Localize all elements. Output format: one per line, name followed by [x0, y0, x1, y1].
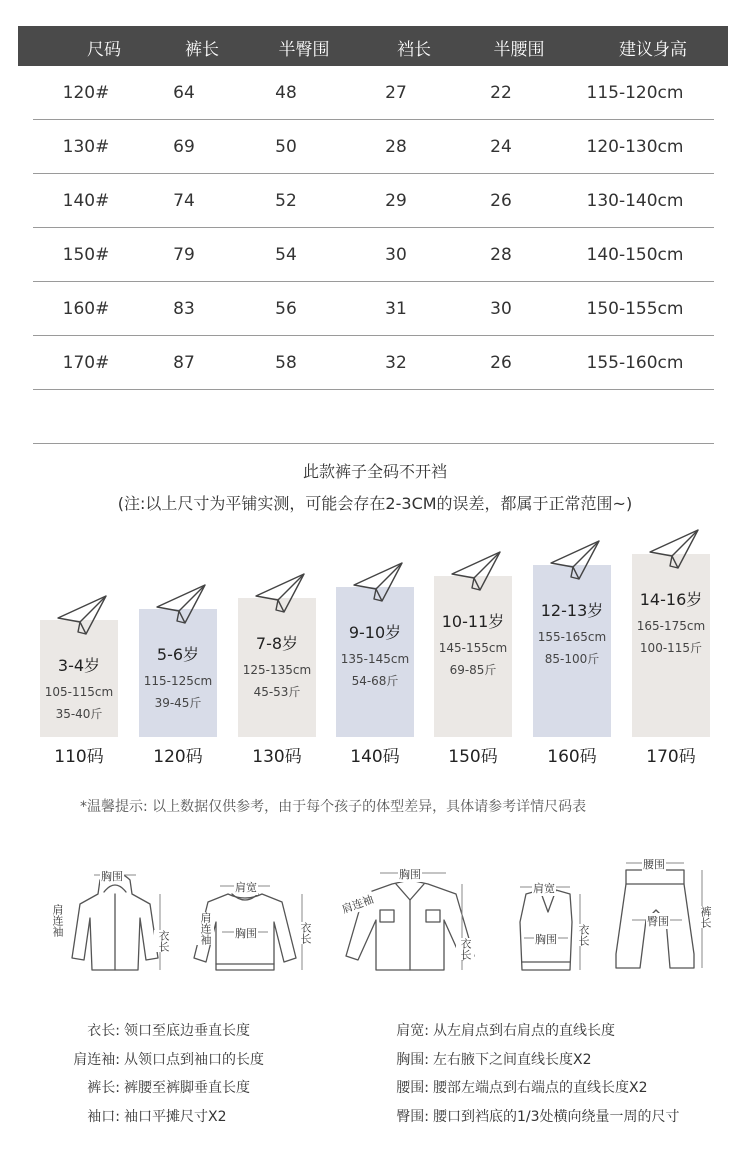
definition-term: 腰围:	[396, 1080, 429, 1096]
weight-range: 45-53斤	[253, 685, 301, 699]
height-range: 145-155cm	[438, 641, 508, 655]
definition-desc: 左右腋下之间直线长度X2	[433, 1051, 592, 1068]
definition-desc: 领口至底边垂直长度	[124, 1023, 250, 1039]
jacket-sleeve-label: 肩连袖	[48, 904, 66, 937]
sweater-sleeve-label: 肩连袖	[196, 912, 214, 945]
table-cell: 64	[173, 83, 195, 103]
age-card	[533, 537, 611, 772]
definition-desc: 裤腰至裤脚垂直长度	[124, 1080, 250, 1096]
table-cell: 58	[275, 353, 297, 373]
size-label: 170码	[646, 747, 696, 767]
size-label: 160码	[547, 747, 597, 767]
tip-text: *温馨提示: 以上数据仅供参考，由于每个孩子的体型差异，具体请参考详情尺码表	[80, 799, 587, 815]
definition-desc: 从领口点到袖口的长度	[124, 1051, 264, 1068]
header-suggested-height: 建议身高	[619, 40, 687, 60]
shirt-chest-label: 胸围	[399, 868, 421, 881]
size-table-header	[18, 26, 728, 66]
definition-item	[60, 1077, 264, 1106]
vest-icon	[520, 890, 572, 970]
paper-plane-icon	[352, 559, 404, 605]
age-label: 3-4岁	[57, 656, 101, 675]
weight-range: 39-45斤	[154, 696, 202, 710]
age-card-background	[434, 576, 512, 737]
age-label: 12-13岁	[540, 601, 604, 620]
table-cell: 150-155cm	[586, 299, 684, 319]
weight-range: 100-115斤	[639, 641, 703, 655]
paper-plane-icon	[254, 570, 306, 616]
table-cell: 79	[173, 245, 195, 265]
table-cell: 120#	[62, 83, 110, 103]
table-cell: 130-140cm	[586, 191, 684, 211]
age-card	[238, 570, 316, 772]
vest-shoulder-label: 肩宽	[533, 882, 555, 895]
paper-plane-icon	[56, 592, 108, 638]
garment-diagrams	[0, 860, 750, 980]
definition-desc: 腰部左端点到右端点的直线长度X2	[433, 1080, 648, 1096]
measure-note: (注:以上尺寸为平铺实测，可能会存在2-3CM的误差，都属于正常范围~)	[117, 494, 633, 513]
table-cell: 160#	[62, 299, 110, 319]
age-label: 10-11岁	[441, 612, 505, 631]
definitions-right	[386, 1020, 680, 1134]
age-card-background	[139, 609, 217, 737]
paper-plane-icon	[450, 548, 502, 594]
header-half-waist: 半腰围	[493, 40, 545, 60]
weight-range: 85-100斤	[544, 652, 600, 666]
jacket-chest-label: 胸围	[101, 870, 123, 883]
table-cell: 31	[385, 299, 407, 319]
definition-term: 胸围:	[396, 1051, 429, 1068]
table-row	[0, 336, 750, 390]
vest-length-label: 衣长	[574, 924, 592, 946]
height-range: 135-145cm	[340, 652, 410, 666]
height-range: 125-135cm	[242, 663, 312, 677]
table-cell: 28	[490, 245, 512, 265]
definition-item	[386, 1020, 680, 1049]
table-cell: 50	[275, 137, 297, 157]
definition-term: 肩宽:	[396, 1023, 429, 1039]
definitions-left	[60, 1020, 264, 1134]
table-cell: 120-130cm	[586, 137, 684, 157]
age-label: 7-8岁	[255, 634, 299, 653]
divider	[33, 443, 714, 444]
size-label: 120码	[153, 747, 203, 767]
table-cell: 69	[173, 137, 195, 157]
table-cell: 29	[385, 191, 407, 211]
height-range: 105-115cm	[44, 685, 114, 699]
header-size: 尺码	[87, 40, 121, 60]
definition-term: 裤长:	[87, 1080, 120, 1096]
table-cell: 26	[490, 353, 512, 373]
header-crotch-length: 裆长	[397, 40, 431, 60]
table-cell: 83	[173, 299, 195, 319]
table-row	[0, 66, 750, 120]
paper-plane-icon	[155, 581, 207, 627]
table-cell: 52	[275, 191, 297, 211]
crotch-note: 此款裤子全码不开裆	[302, 462, 447, 481]
vest-chest-label: 胸围	[535, 933, 557, 946]
size-label: 110码	[54, 747, 104, 767]
definition-item	[386, 1106, 680, 1135]
age-card	[434, 548, 512, 772]
shirt-length-label: 衣长	[456, 938, 474, 960]
table-cell: 87	[173, 353, 195, 373]
table-cell: 28	[385, 137, 407, 157]
age-card	[336, 559, 414, 772]
table-cell: 115-120cm	[586, 83, 684, 103]
pants-hip-label: 臀围	[647, 915, 669, 928]
table-cell: 140-150cm	[586, 245, 684, 265]
table-cell: 27	[385, 83, 407, 103]
age-label: 5-6岁	[156, 645, 200, 664]
definition-desc: 从左肩点到右肩点的直线长度	[433, 1023, 615, 1039]
age-card	[139, 581, 217, 772]
table-cell: 30	[490, 299, 512, 319]
weight-range: 35-40斤	[55, 707, 103, 721]
definition-item	[386, 1049, 680, 1078]
age-card	[40, 592, 118, 772]
size-label: 150码	[448, 747, 498, 767]
table-cell: 155-160cm	[586, 353, 684, 373]
definition-term: 衣长:	[87, 1023, 120, 1039]
table-cell: 56	[275, 299, 297, 319]
size-label: 130码	[252, 747, 302, 767]
sweater-chest-label: 胸围	[235, 927, 257, 940]
table-cell: 150#	[62, 245, 110, 265]
height-range: 115-125cm	[143, 674, 213, 688]
size-table-body	[0, 66, 750, 390]
table-cell: 54	[275, 245, 297, 265]
sweater-length-label: 衣长	[296, 922, 314, 944]
header-pants-length: 裤长	[185, 40, 219, 60]
height-range: 165-175cm	[636, 619, 706, 633]
table-cell: 130#	[62, 137, 110, 157]
definition-term: 袖口:	[87, 1108, 120, 1125]
table-row	[0, 120, 750, 174]
height-range: 155-165cm	[537, 630, 607, 644]
paper-plane-icon	[648, 526, 700, 572]
definition-desc: 袖口平摊尺寸X2	[124, 1108, 227, 1125]
age-label: 9-10岁	[348, 623, 402, 642]
shirt-sleeve-label: 肩连袖	[338, 890, 376, 917]
table-cell: 30	[385, 245, 407, 265]
jacket-icon	[72, 873, 158, 971]
pants-length-label: 裤长	[696, 906, 714, 928]
age-card	[632, 526, 710, 772]
definition-term: 臀围:	[396, 1108, 429, 1125]
table-cell: 32	[385, 353, 407, 373]
definition-term: 肩连袖:	[73, 1051, 120, 1068]
header-half-hip: 半臀围	[278, 40, 330, 60]
weight-range: 69-85斤	[449, 663, 497, 677]
size-label: 140码	[350, 747, 400, 767]
weight-range: 54-68斤	[351, 674, 399, 688]
table-cell: 74	[173, 191, 195, 211]
definition-item	[60, 1020, 264, 1049]
definition-desc: 腰口到裆底的1/3处横向绕量一周的尺寸	[433, 1108, 680, 1125]
table-row	[0, 174, 750, 228]
table-row	[0, 228, 750, 282]
table-cell: 24	[490, 137, 512, 157]
pants-waist-label: 腰围	[643, 858, 665, 871]
table-cell: 170#	[62, 353, 110, 373]
definition-item	[60, 1049, 264, 1078]
paper-plane-icon	[549, 537, 601, 583]
table-cell: 22	[490, 83, 512, 103]
table-cell: 26	[490, 191, 512, 211]
definition-item	[386, 1077, 680, 1106]
jacket-length-label: 衣长	[154, 930, 172, 952]
sweater-shoulder-label: 肩宽	[235, 881, 257, 894]
table-cell: 48	[275, 83, 297, 103]
definition-item	[60, 1106, 264, 1135]
table-cell: 140#	[62, 191, 110, 211]
age-label: 14-16岁	[639, 590, 703, 609]
table-row	[0, 282, 750, 336]
